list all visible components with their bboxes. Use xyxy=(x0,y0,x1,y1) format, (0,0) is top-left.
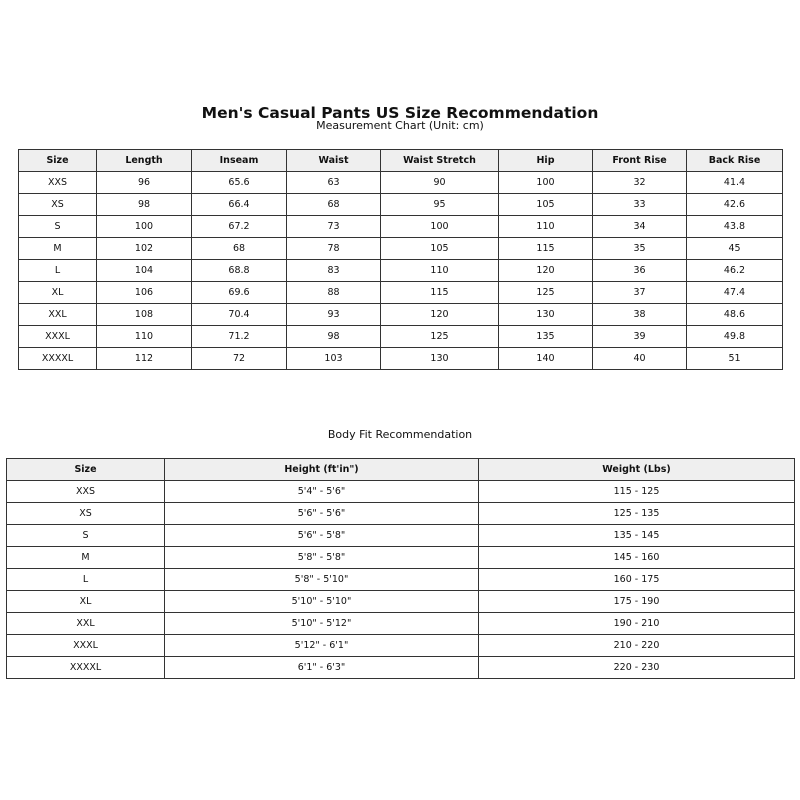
table-cell: 51 xyxy=(687,348,783,370)
table-cell: 125 - 135 xyxy=(479,503,795,525)
table-row xyxy=(7,657,795,679)
table-cell: 43.8 xyxy=(687,216,783,238)
table-row xyxy=(19,194,783,216)
table-cell: 5'10" - 5'12" xyxy=(165,613,479,635)
body-fit-table xyxy=(6,458,795,679)
table-cell: 140 xyxy=(499,348,593,370)
table-cell: 70.4 xyxy=(192,304,287,326)
table-row xyxy=(19,304,783,326)
table-row xyxy=(7,635,795,657)
table-cell: 90 xyxy=(381,172,499,194)
size-cell: XXS xyxy=(19,172,97,194)
table-cell: 210 - 220 xyxy=(479,635,795,657)
table-cell: 49.8 xyxy=(687,326,783,348)
table-cell: 5'8" - 5'8" xyxy=(165,547,479,569)
table-cell: 5'6" - 5'8" xyxy=(165,525,479,547)
table-cell: 105 xyxy=(381,238,499,260)
table-cell: 78 xyxy=(287,238,381,260)
size-cell: L xyxy=(19,260,97,282)
table-cell: 105 xyxy=(499,194,593,216)
measurement-table-body xyxy=(19,172,783,370)
size-cell: M xyxy=(19,238,97,260)
table-cell: 98 xyxy=(287,326,381,348)
table-cell: 36 xyxy=(593,260,687,282)
table-row xyxy=(7,547,795,569)
table-cell: 68 xyxy=(287,194,381,216)
table-cell: 130 xyxy=(499,304,593,326)
table-row xyxy=(19,216,783,238)
table-cell: 115 xyxy=(499,238,593,260)
table-cell: 115 xyxy=(381,282,499,304)
size-cell: XXXL xyxy=(19,326,97,348)
column-header: Back Rise xyxy=(687,150,783,172)
page-title: Men's Casual Pants US Size Recommendation xyxy=(201,104,599,122)
table-cell: 160 - 175 xyxy=(479,569,795,591)
table-cell: 110 xyxy=(381,260,499,282)
table-cell: 33 xyxy=(593,194,687,216)
body-fit-header-row xyxy=(7,459,795,481)
table-cell: 5'10" - 5'10" xyxy=(165,591,479,613)
section-title: Body Fit Recommendation xyxy=(327,428,473,441)
measurement-table xyxy=(18,149,783,370)
table-cell: 98 xyxy=(97,194,192,216)
column-header: Size xyxy=(19,150,97,172)
table-cell: 72 xyxy=(192,348,287,370)
table-cell: 100 xyxy=(499,172,593,194)
table-cell: 41.4 xyxy=(687,172,783,194)
table-cell: 73 xyxy=(287,216,381,238)
table-cell: 102 xyxy=(97,238,192,260)
table-cell: 38 xyxy=(593,304,687,326)
body-fit-table-header xyxy=(7,459,795,481)
table-cell: 66.4 xyxy=(192,194,287,216)
table-cell: 120 xyxy=(381,304,499,326)
table-cell: 135 xyxy=(499,326,593,348)
size-cell: S xyxy=(19,216,97,238)
table-cell: 5'12" - 6'1" xyxy=(165,635,479,657)
column-header: Inseam xyxy=(192,150,287,172)
table-cell: 47.4 xyxy=(687,282,783,304)
table-cell: 5'4" - 5'6" xyxy=(165,481,479,503)
table-row xyxy=(7,481,795,503)
table-row xyxy=(19,172,783,194)
column-header: Hip xyxy=(499,150,593,172)
table-cell: 115 - 125 xyxy=(479,481,795,503)
table-cell: 145 - 160 xyxy=(479,547,795,569)
table-row xyxy=(19,260,783,282)
size-cell: XS xyxy=(7,503,165,525)
table-row xyxy=(7,503,795,525)
size-cell: XXXXL xyxy=(7,657,165,679)
table-cell: 6'1" - 6'3" xyxy=(165,657,479,679)
column-header: Length xyxy=(97,150,192,172)
table-cell: 88 xyxy=(287,282,381,304)
table-cell: 95 xyxy=(381,194,499,216)
table-cell: 175 - 190 xyxy=(479,591,795,613)
table-row xyxy=(19,238,783,260)
size-cell: XXS xyxy=(7,481,165,503)
column-header: Front Rise xyxy=(593,150,687,172)
column-header: Size xyxy=(7,459,165,481)
table-row xyxy=(19,326,783,348)
table-row xyxy=(7,525,795,547)
table-cell: 100 xyxy=(97,216,192,238)
table-cell: 48.6 xyxy=(687,304,783,326)
table-cell: 42.6 xyxy=(687,194,783,216)
body-fit-table-body xyxy=(7,481,795,679)
column-header: Height (ft'in") xyxy=(165,459,479,481)
table-row xyxy=(19,348,783,370)
table-row xyxy=(7,591,795,613)
table-cell: 63 xyxy=(287,172,381,194)
table-cell: 120 xyxy=(499,260,593,282)
table-cell: 125 xyxy=(381,326,499,348)
table-cell: 69.6 xyxy=(192,282,287,304)
size-cell: XXL xyxy=(19,304,97,326)
table-cell: 104 xyxy=(97,260,192,282)
page-subtitle: Measurement Chart (Unit: cm) xyxy=(316,119,484,132)
measurement-header-row xyxy=(19,150,783,172)
size-cell: XS xyxy=(19,194,97,216)
table-cell: 68.8 xyxy=(192,260,287,282)
column-header: Weight (Lbs) xyxy=(479,459,795,481)
table-cell: 40 xyxy=(593,348,687,370)
size-cell: XL xyxy=(19,282,97,304)
size-cell: XL xyxy=(7,591,165,613)
size-cell: XXXL xyxy=(7,635,165,657)
table-cell: 103 xyxy=(287,348,381,370)
size-cell: M xyxy=(7,547,165,569)
table-cell: 68 xyxy=(192,238,287,260)
size-cell: L xyxy=(7,569,165,591)
table-cell: 45 xyxy=(687,238,783,260)
table-cell: 220 - 230 xyxy=(479,657,795,679)
table-cell: 67.2 xyxy=(192,216,287,238)
table-cell: 32 xyxy=(593,172,687,194)
table-cell: 46.2 xyxy=(687,260,783,282)
table-cell: 35 xyxy=(593,238,687,260)
table-cell: 100 xyxy=(381,216,499,238)
table-cell: 34 xyxy=(593,216,687,238)
table-row xyxy=(19,282,783,304)
table-cell: 93 xyxy=(287,304,381,326)
column-header: Waist Stretch xyxy=(381,150,499,172)
table-row xyxy=(7,613,795,635)
table-cell: 96 xyxy=(97,172,192,194)
size-cell: S xyxy=(7,525,165,547)
table-cell: 37 xyxy=(593,282,687,304)
table-cell: 110 xyxy=(499,216,593,238)
table-cell: 135 - 145 xyxy=(479,525,795,547)
table-cell: 130 xyxy=(381,348,499,370)
table-cell: 125 xyxy=(499,282,593,304)
table-cell: 108 xyxy=(97,304,192,326)
column-header: Waist xyxy=(287,150,381,172)
table-cell: 106 xyxy=(97,282,192,304)
table-cell: 71.2 xyxy=(192,326,287,348)
table-cell: 5'8" - 5'10" xyxy=(165,569,479,591)
size-cell: XXL xyxy=(7,613,165,635)
table-cell: 112 xyxy=(97,348,192,370)
table-cell: 83 xyxy=(287,260,381,282)
measurement-table-header xyxy=(19,150,783,172)
table-cell: 65.6 xyxy=(192,172,287,194)
table-cell: 39 xyxy=(593,326,687,348)
table-cell: 190 - 210 xyxy=(479,613,795,635)
table-cell: 110 xyxy=(97,326,192,348)
table-cell: 5'6" - 5'6" xyxy=(165,503,479,525)
size-cell: XXXXL xyxy=(19,348,97,370)
table-row xyxy=(7,569,795,591)
